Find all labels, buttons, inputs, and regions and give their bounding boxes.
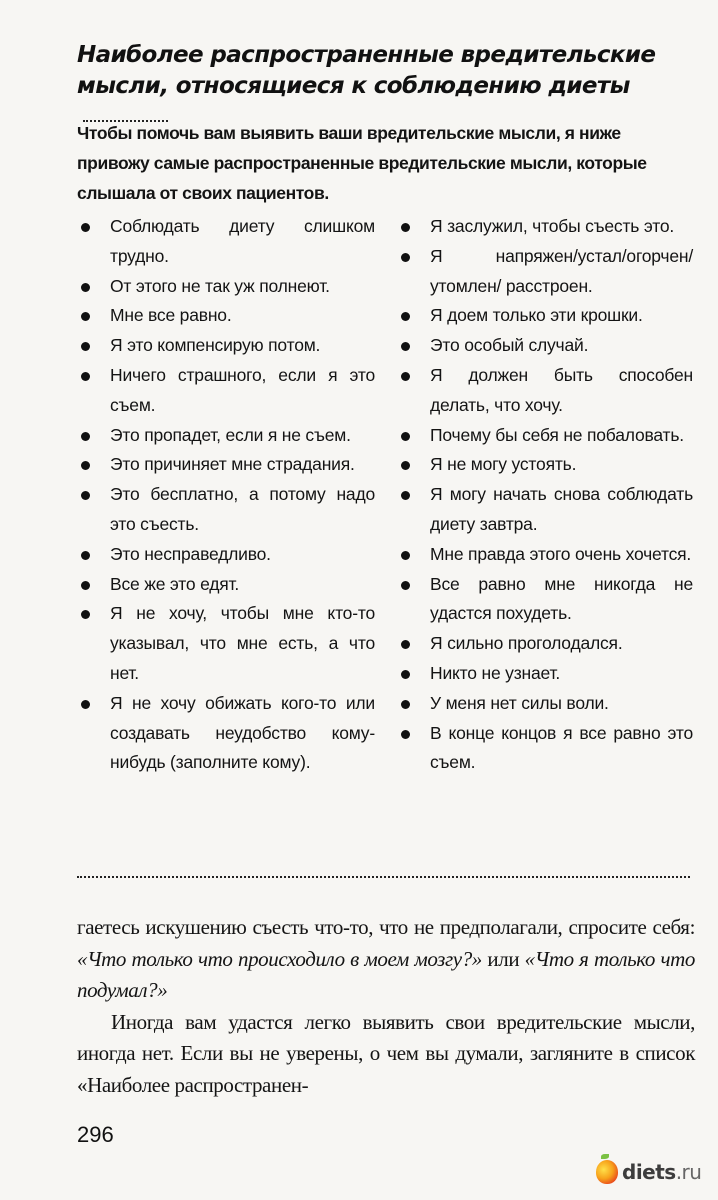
list-item (397, 719, 693, 779)
section-title-text: Наиболее распространенные вредительские мысли, относящиеся к соблюдению диеты (77, 42, 656, 99)
list-item (397, 331, 693, 361)
bullet-icon (401, 700, 410, 709)
bullet-icon (81, 610, 90, 619)
list-item (77, 599, 375, 688)
list-item (397, 301, 693, 331)
diets-ru-watermark (596, 1160, 701, 1184)
bullet-icon (81, 491, 90, 500)
list-item-text: Я не хочу обижать кого-то или создавать неудобство кому-нибудь (заполните кому). (110, 692, 375, 773)
bullet-icon (401, 223, 410, 232)
list-item-text: Я доем только эти крошки. (430, 305, 643, 326)
list-item (397, 570, 693, 630)
body-paragraph-1 (77, 912, 695, 1007)
list-item-text: У меня нет силы воли. (430, 692, 609, 713)
list-item (77, 361, 375, 421)
list-item-text: Это бесплатно, а потому надо это съесть. (110, 484, 375, 534)
list-item-text: Я напряжен/устал/огорчен/утомлен/ расстроен. (430, 245, 693, 296)
thoughts-list-right (397, 212, 693, 778)
bullet-icon (81, 223, 90, 232)
watermark-text (622, 1160, 701, 1184)
list-item (77, 331, 375, 361)
list-item (77, 301, 375, 331)
body-text (77, 912, 695, 1101)
bullet-icon (81, 700, 90, 709)
bullet-icon (81, 372, 90, 381)
list-item (77, 272, 375, 302)
quote-2: «Что я только что подумал?» (77, 946, 695, 1002)
bullet-icon (401, 372, 410, 381)
body-p1-text: гаетесь искушению съесть что-то, что не предполагали, спросите себя: (77, 915, 695, 939)
body-paragraph-2: Иногда вам удастся легко выявить свои вредительские мысли, иногда нет. Если вы не уверены, о чем вы думали, загляните в список «Наиболее распространен- (77, 1009, 695, 1097)
bullet-icon (401, 730, 410, 739)
list-item-text: Это причиняет мне страдания. (110, 454, 355, 475)
bullet-icon (401, 640, 410, 649)
watermark-tld: .ru (675, 1160, 702, 1184)
bullet-icon (401, 342, 410, 351)
list-item (397, 212, 693, 242)
list-item-text: Никто не узнает. (430, 662, 560, 683)
body-p1-connector: или (481, 946, 525, 971)
thoughts-list-left (77, 212, 375, 778)
bullet-icon (81, 551, 90, 560)
list-item (397, 659, 693, 689)
list-item (77, 480, 375, 540)
list-item (77, 450, 375, 480)
list-item-text: Я сильно проголодался. (430, 633, 623, 654)
list-item-text: Я должен быть способен делать, что хочу. (430, 364, 693, 415)
intro-paragraph: Чтобы помочь вам выявить ваши вредительские мысли, я ниже привожу самые распространенные вредительские мысли, которые слышала от своих пациентов. (77, 123, 647, 203)
list-item-text: Все равно мне никогда не удастся похудеть. (430, 573, 693, 624)
bullet-icon (401, 461, 410, 470)
list-item (397, 629, 693, 659)
bullet-icon (81, 461, 90, 470)
bullet-icon (401, 581, 410, 590)
bullet-icon (401, 312, 410, 321)
bullet-icon (81, 581, 90, 590)
list-item-text: Я это компенсирую потом. (110, 335, 321, 356)
list-item-text: От этого не так уж полнеют. (110, 275, 330, 296)
list-item-text: Ничего страшного, если я это съем. (110, 364, 375, 415)
list-item (77, 689, 375, 778)
dotted-divider (77, 876, 690, 878)
list-item-text: Соблюдать диету слишком трудно. (110, 216, 375, 266)
list-item (77, 421, 375, 451)
list-item-text: В конце концов я все равно это съем. (430, 722, 693, 773)
bullet-icon (401, 432, 410, 441)
apple-icon (596, 1160, 618, 1184)
bullet-icon (81, 432, 90, 441)
bullet-icon (401, 253, 410, 262)
list-item (397, 242, 693, 302)
list-item (77, 570, 375, 600)
list-item (77, 540, 375, 570)
list-item (397, 421, 693, 451)
list-item-text: Мне правда этого очень хочется. (430, 543, 692, 564)
quote-1: «Что только что происходило в моем мозгу?» (77, 946, 482, 971)
list-item-text: Это пропадет, если я не съем. (110, 424, 351, 445)
bullet-icon (81, 312, 90, 321)
list-item (397, 689, 693, 719)
list-item (397, 450, 693, 480)
list-item (77, 212, 375, 272)
list-item-text: Это особый случай. (430, 335, 589, 356)
list-item-text: Я не хочу, чтобы мне кто-то указывал, что мне есть, а что нет. (110, 603, 375, 683)
list-item-text: Все же это едят. (110, 573, 240, 594)
bullet-icon (81, 283, 90, 292)
watermark-brand: diets (622, 1160, 676, 1184)
bullet-icon (401, 551, 410, 560)
list-item-text: Это несправедливо. (110, 543, 271, 564)
list-item-text: Я не могу устоять. (430, 454, 577, 475)
bullet-icon (81, 342, 90, 351)
list-item (397, 540, 693, 570)
list-item (397, 480, 693, 540)
bullet-icon (401, 491, 410, 500)
page-number: 296 (77, 1122, 114, 1147)
list-item (397, 361, 693, 421)
list-item-text: Я могу начать снова соблюдать диету завтра. (430, 484, 693, 534)
list-item-text: Почему бы себя не побаловать. (430, 424, 684, 445)
bullet-icon (401, 670, 410, 679)
list-item-text: Я заслужил, чтобы съесть это. (430, 216, 675, 236)
list-item-text: Мне все равно. (110, 305, 232, 326)
